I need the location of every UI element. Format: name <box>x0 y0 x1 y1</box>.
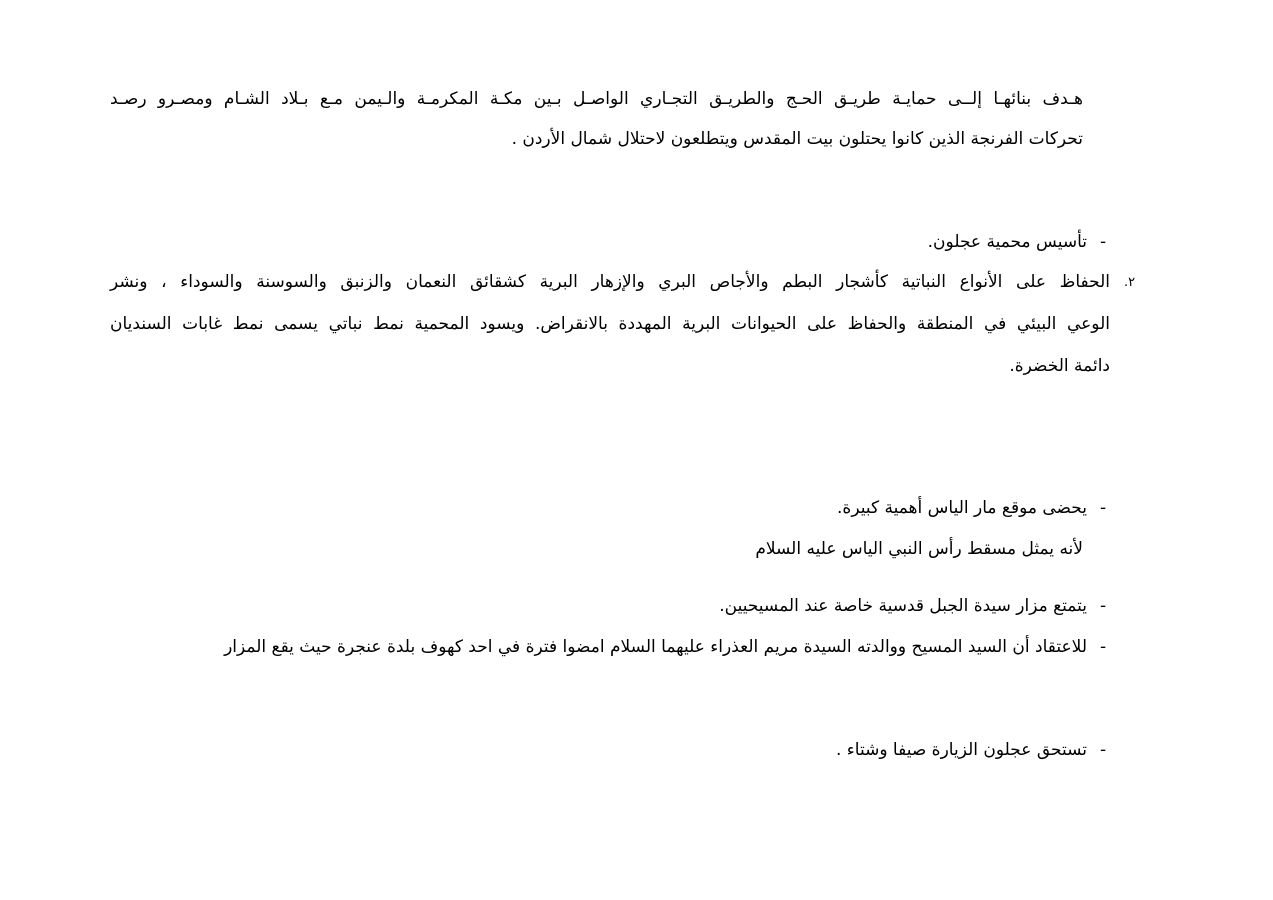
bullet-marker: - <box>1100 637 1107 657</box>
reserve-heading: تأسيس محمية عجلون. <box>927 232 1087 252</box>
lady-mountain-heading: يتمتع مزار سيدة الجبل قدسية خاصة عند المسيحيين. <box>719 596 1087 616</box>
lady-mountain-reason: للاعتقاد أن السيد المسيح ووالدته السيدة مريم العذراء عليهما السلام امضوا فترة في احد كهوف بلدة عنجرة حيث يقع المزار <box>224 637 1087 657</box>
mar-elias-reason: لأنه يمثل مسقط رأس النبي الياس عليه السلام <box>755 539 1083 559</box>
bullet-marker: - <box>1100 498 1107 518</box>
reserve-line-2: الوعي البيئي في المنطقة والحفاظ على الحيوانات البرية المهددة بالانقراض. ويسود المحمية نمط نباتي يسمى نمط غابات السنديان <box>110 314 1110 334</box>
reserve-line-3: دائمة الخضرة. <box>1009 356 1110 376</box>
intro-line-1: هـدف بنائهـا إلــى حمايـة طريـق الحـج والطريـق التجـاري الواصـل بـين مكـة المكرمـة والـيمن مـع بـلاد الشـام ومصـرو رصـد <box>110 89 1083 109</box>
reserve-line-1: الحفاظ على الأنواع النباتية كأشجار البطم والأجاص البري والإزهار البرية كشقائق النعمان والزنبق والسوسنة والسوداء ، ونشر <box>110 272 1110 292</box>
bullet-marker: - <box>1100 232 1107 252</box>
mar-elias-heading: يحضى موقع مار الياس أهمية كبيرة. <box>837 498 1087 518</box>
bullet-marker: - <box>1100 596 1107 616</box>
intro-line-2: تحركات الفرنجة الذين كانوا يحتلون بيت المقدس ويتطلعون لاحتلال شمال الأردن . <box>511 129 1083 149</box>
list-number: .٢ <box>1124 275 1136 290</box>
bullet-marker: - <box>1100 740 1107 760</box>
visit-heading: تستحق عجلون الزيارة صيفا وشتاء . <box>835 740 1087 760</box>
